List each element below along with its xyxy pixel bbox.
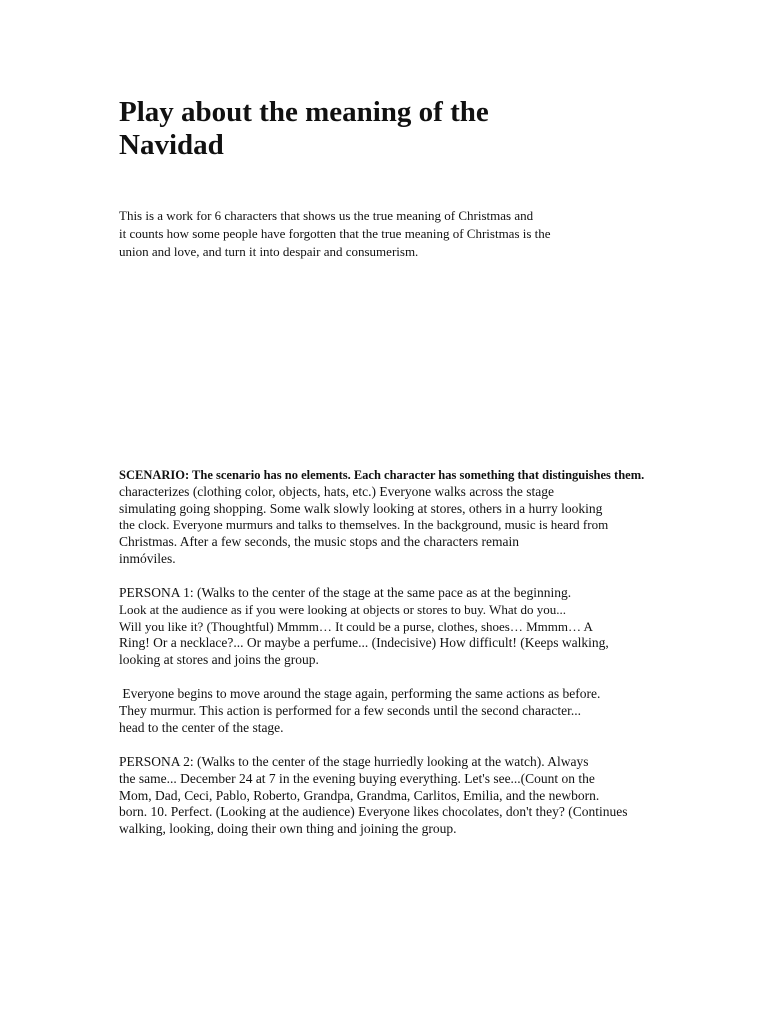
intro-line: union and love, and turn it into despair and consumerism. [119,244,419,259]
scenario-heading-line: SCENARIO: The scenario has no elements. Each character has something that distinguishes them. [119,468,645,482]
persona2-paragraph [119,754,679,838]
persona2-line: born. 10. Perfect. (Looking at the audience) Everyone likes chocolates, don't they? (Continues [119,804,628,820]
scenario-line: the clock. Everyone murmurs and talks to themselves. In the background, music is heard from [119,517,609,533]
persona1-paragraph [119,585,679,669]
persona1-line: looking at stores and joins the group. [119,652,319,668]
persona1-line: Ring! Or a necklace?... Or maybe a perfume... (Indecisive) How difficult! (Keeps walking, [119,635,609,651]
intro-line: it counts how some people have forgotten that the true meaning of Christmas is the [119,226,551,241]
everyone-line: Everyone begins to move around the stage again, performing the same actions as before. [119,686,601,701]
scenario-line: simulating going shopping. Some walk slowly looking at stores, others in a hurry looking [119,500,603,516]
persona2-line: Mom, Dad, Ceci, Pablo, Roberto, Grandpa, Grandma, Carlitos, Emilia, and the newborn. [119,787,600,803]
document-title [119,96,579,162]
scenario-paragraph [119,467,679,568]
persona2-line: the same... December 24 at 7 in the evening buying everything. Let's see...(Count on the [119,770,595,786]
persona1-line: PERSONA 1: (Walks to the center of the stage at the same pace as at the beginning. [119,585,572,600]
intro-paragraph [119,207,679,261]
scenario-line: inmóviles. [119,550,176,566]
scenario-line: Christmas. After a few seconds, the music stops and the characters remain [119,534,520,550]
persona1-line: Look at the audience as if you were looking at objects or stores to buy. What do you... [119,601,566,617]
everyone-paragraph [119,686,679,736]
persona1-line: Will you like it? (Thoughtful) Mmmm… It could be a purse, clothes, shoes… Mmmm… A [119,618,593,634]
everyone-line: They murmur. This action is performed for a few seconds until the second character... [119,702,581,718]
persona2-line: walking, looking, doing their own thing and joining the group. [119,821,457,837]
scenario-line: characterizes (clothing color, objects, hats, etc.) Everyone walks across the stage [119,483,555,499]
title-line: Play about the meaning of the [119,96,489,128]
title-line: Navidad [119,129,224,161]
intro-line: This is a work for 6 characters that shows us the true meaning of Christmas and [119,208,534,223]
everyone-line: head to the center of the stage. [119,719,284,735]
persona2-line: PERSONA 2: (Walks to the center of the stage hurriedly looking at the watch). Always [119,754,589,769]
